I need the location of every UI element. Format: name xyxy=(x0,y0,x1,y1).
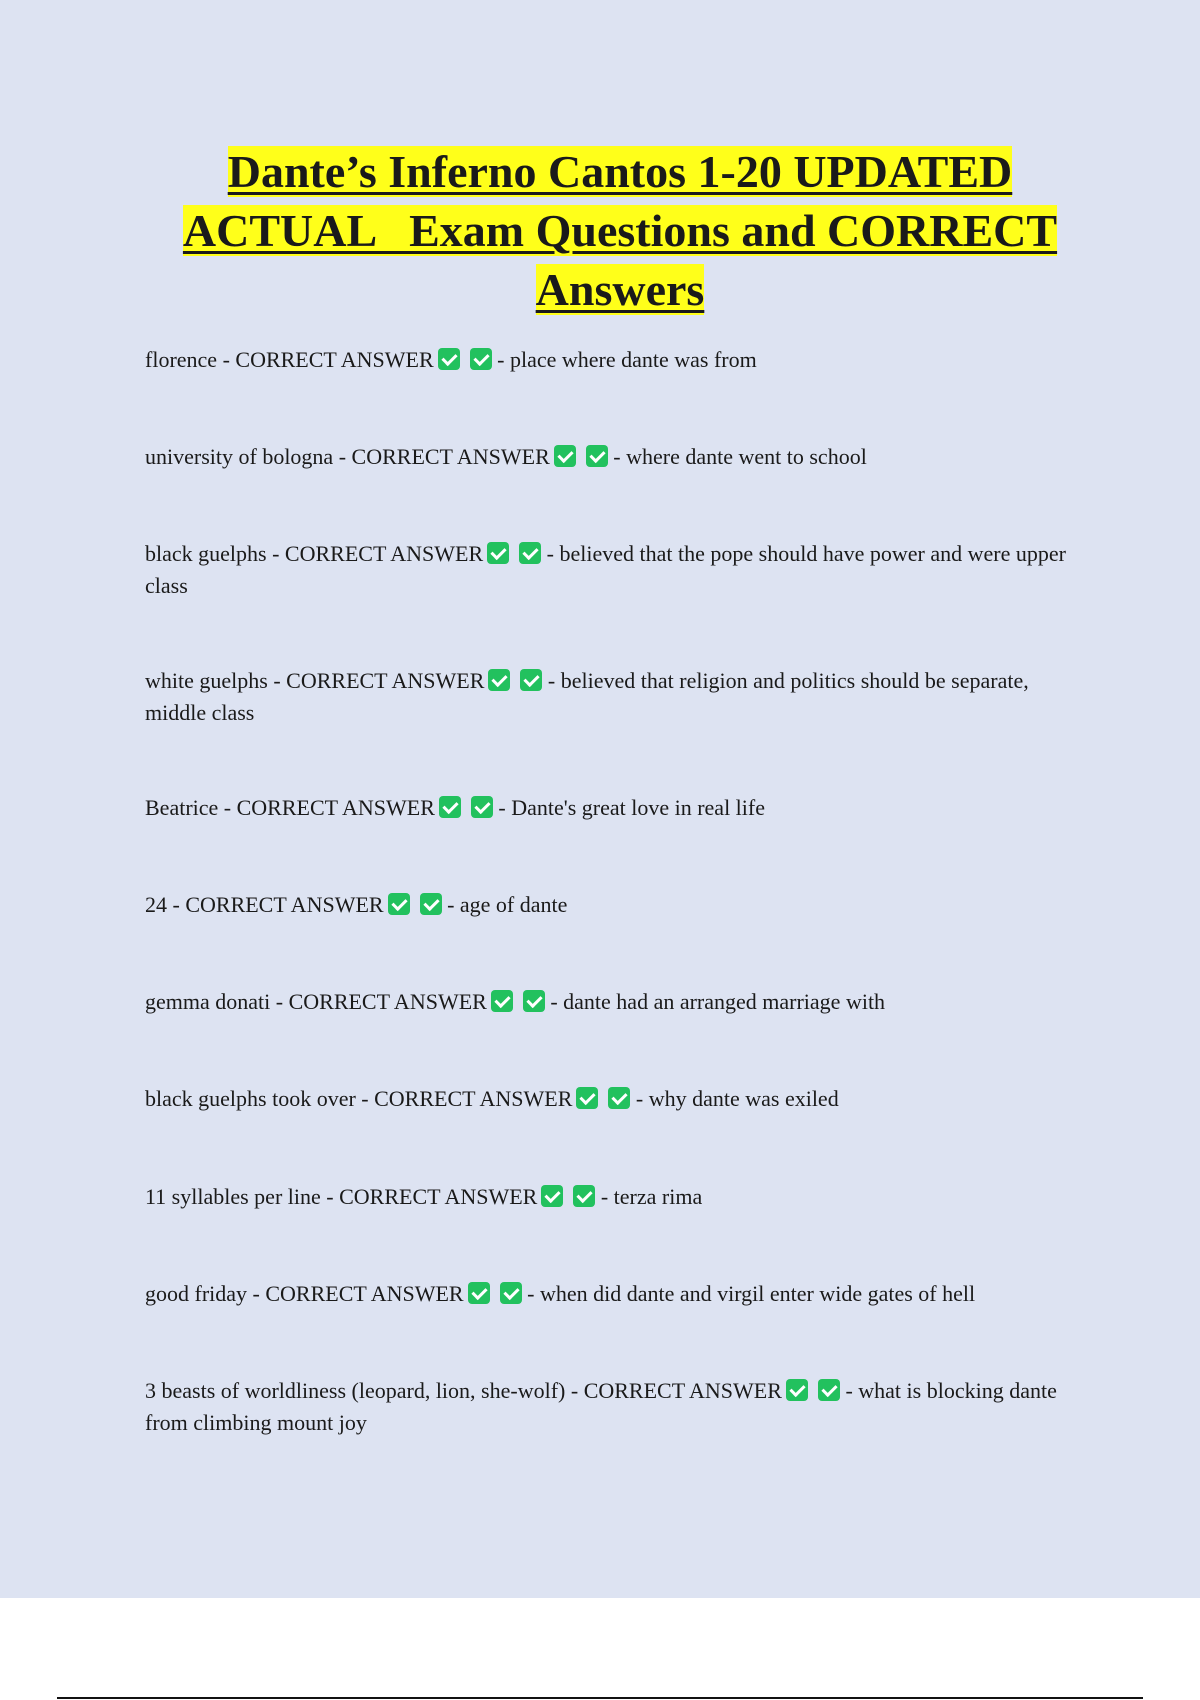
qa-label: CORRECT ANSWER xyxy=(351,444,550,469)
check-mark-icon xyxy=(471,796,493,818)
qa-item: 3 beasts of worldliness (leopard, lion, she-wolf) - CORRECT ANSWER - what is blocking dante from climbing mount joy xyxy=(145,1378,1057,1435)
check-mark-icon xyxy=(573,1185,595,1207)
document-title xyxy=(120,142,1120,319)
check-mark-icon xyxy=(491,990,513,1012)
check-mark-icon xyxy=(576,1087,598,1109)
qa-item: 24 - CORRECT ANSWER - age of dante xyxy=(145,892,568,917)
check-mark-icon xyxy=(586,445,608,467)
qa-label: CORRECT ANSWER xyxy=(339,1184,538,1209)
qa-item: good friday - CORRECT ANSWER - when did dante and virgil enter wide gates of hell xyxy=(145,1281,976,1306)
qa-term: 3 beasts of worldliness (leopard, lion, she-wolf) xyxy=(145,1378,566,1403)
check-mark-icon xyxy=(487,542,509,564)
check-mark-icon xyxy=(388,893,410,915)
check-mark-icon xyxy=(541,1185,563,1207)
title-line-3: Answers xyxy=(535,264,705,315)
check-mark-icon xyxy=(438,348,460,370)
qa-item: Beatrice - CORRECT ANSWER - Dante's great love in real life xyxy=(145,795,765,820)
check-mark-icon xyxy=(520,669,542,691)
qa-label: CORRECT ANSWER xyxy=(583,1378,782,1403)
qa-label: CORRECT ANSWER xyxy=(185,892,384,917)
check-mark-icon xyxy=(420,893,442,915)
qa-answer: age of dante xyxy=(459,892,568,917)
qa-term: black guelphs xyxy=(145,541,267,566)
qa-item: university of bologna - CORRECT ANSWER - where dante went to school xyxy=(145,444,867,469)
qa-term: florence xyxy=(145,347,218,372)
check-mark-icon xyxy=(786,1379,808,1401)
qa-answer: place where dante was from xyxy=(509,347,757,372)
qa-item: black guelphs - CORRECT ANSWER - believed that the pope should have power and were upper class xyxy=(145,541,1066,598)
qa-answer: when did dante and virgil enter wide gates of hell xyxy=(539,1281,976,1306)
check-mark-icon xyxy=(523,990,545,1012)
qa-label: CORRECT ANSWER xyxy=(284,541,484,566)
check-mark-icon xyxy=(468,1282,490,1304)
title-line-1: Dante’s Inferno Cantos 1-20 UPDATED xyxy=(227,146,1013,197)
qa-label: CORRECT ANSWER xyxy=(235,347,434,372)
check-mark-icon xyxy=(554,445,576,467)
qa-term: university of bologna xyxy=(145,444,334,469)
check-mark-icon xyxy=(439,796,461,818)
qa-term: Beatrice xyxy=(145,795,219,820)
qa-answer: Dante's great love in real life xyxy=(511,795,765,820)
qa-label: CORRECT ANSWER xyxy=(265,1281,464,1306)
qa-term: white guelphs xyxy=(145,668,268,693)
qa-answer: why dante was exiled xyxy=(648,1086,839,1111)
qa-item: black guelphs took over - CORRECT ANSWER - why dante was exiled xyxy=(145,1086,839,1111)
qa-answer: what is blocking dante from climbing mount joy xyxy=(145,1378,1057,1435)
qa-answer: believed that the pope should have power and were upper class xyxy=(145,541,1066,598)
qa-answer: believed that religion and politics should be separate, middle class xyxy=(145,668,1029,725)
qa-item: 11 syllables per line - CORRECT ANSWER - terza rima xyxy=(145,1184,703,1209)
qa-label: CORRECT ANSWER xyxy=(288,989,487,1014)
qa-answer: dante had an arranged marriage with xyxy=(563,989,886,1014)
qa-term: black guelphs took over xyxy=(145,1086,356,1111)
qa-term: 24 xyxy=(145,892,167,917)
check-mark-icon xyxy=(500,1282,522,1304)
qa-label: CORRECT ANSWER xyxy=(286,668,485,693)
check-mark-icon xyxy=(488,669,510,691)
qa-term: gemma donati xyxy=(145,989,271,1014)
qa-term: 11 syllables per line xyxy=(145,1184,321,1209)
qa-item: white guelphs - CORRECT ANSWER - believed that religion and politics should be separate, middle class xyxy=(145,668,1029,725)
check-mark-icon xyxy=(519,542,541,564)
qa-label: CORRECT ANSWER xyxy=(236,795,435,820)
qa-answer: terza rima xyxy=(613,1184,703,1209)
footer-divider xyxy=(57,1697,1143,1699)
qa-term: good friday xyxy=(145,1281,248,1306)
qa-label: CORRECT ANSWER xyxy=(374,1086,573,1111)
check-mark-icon xyxy=(818,1379,840,1401)
qa-item: florence - CORRECT ANSWER - place where dante was from xyxy=(145,347,757,372)
qa-item: gemma donati - CORRECT ANSWER - dante had an arranged marriage with xyxy=(145,989,886,1014)
title-line-2: ACTUAL Exam Questions and CORRECT xyxy=(182,205,1058,256)
check-mark-icon xyxy=(470,348,492,370)
check-mark-icon xyxy=(608,1087,630,1109)
qa-answer: where dante went to school xyxy=(626,444,867,469)
